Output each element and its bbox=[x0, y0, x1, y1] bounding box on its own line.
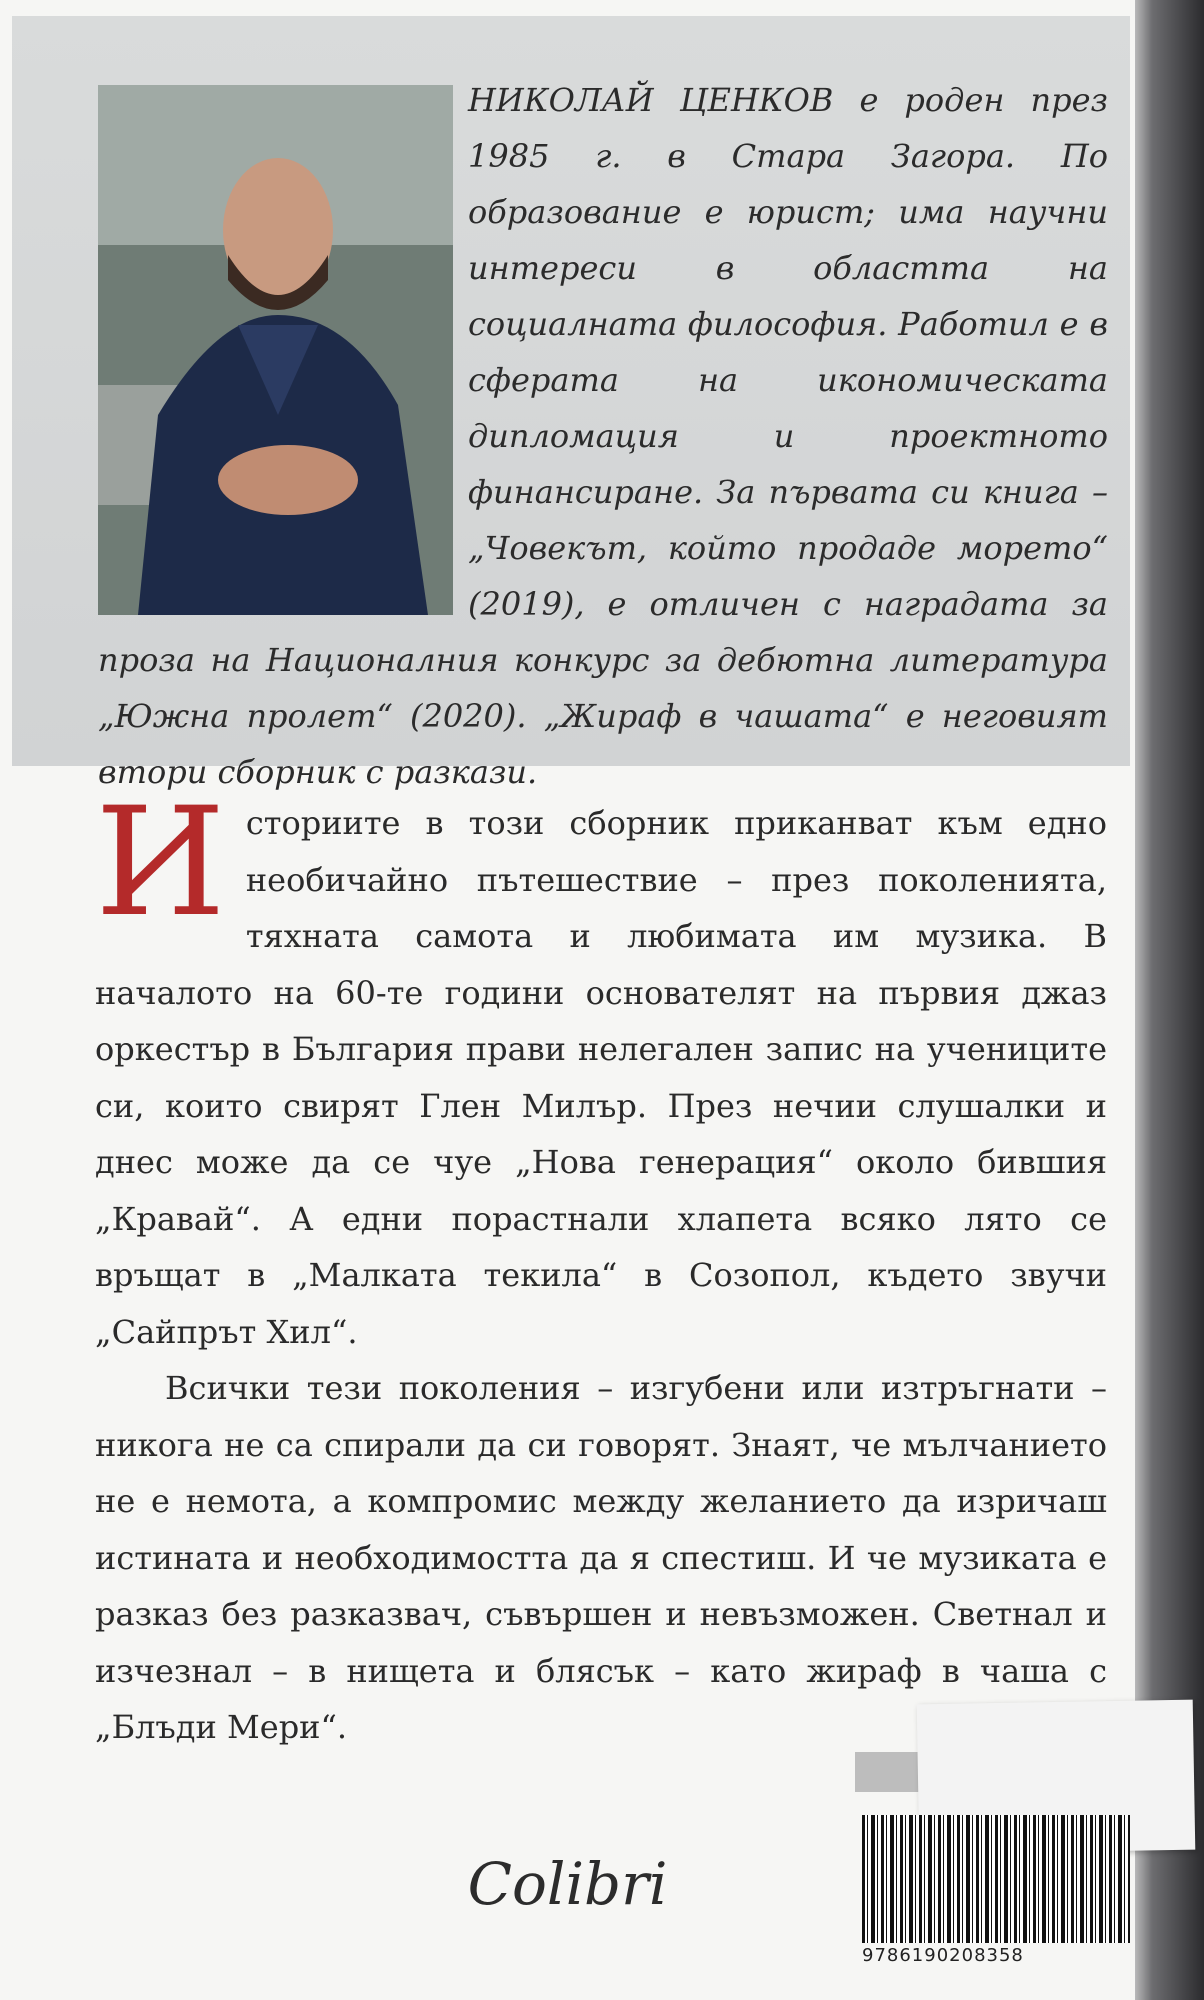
author-name: НИКОЛАЙ ЦЕНКОВ bbox=[468, 81, 834, 119]
barcode-number: 9786190208358 bbox=[862, 1945, 1024, 1966]
description-paragraph-1 bbox=[95, 776, 1107, 1360]
drop-cap: И bbox=[95, 776, 226, 950]
publisher-logo: Colibri bbox=[467, 1850, 668, 1918]
author-bio-body: е роден през 1985 г. в Стара Загора. По образование е юрист; има научни интереси в областта на социалната философия. Работил е в сферата на икономическата дипломация и проектното финансиране. За първата си книга – „Човекът, който продаде морето“ (2019), е отличен с наградата за проза на Националния конкурс за дебютна литература „Южна пролет“ (2020). „Жираф в чашата“ е неговият втори сборник с разкази. bbox=[98, 81, 1108, 791]
photo-spacer bbox=[98, 72, 468, 617]
price-label-remnant bbox=[855, 1752, 920, 1792]
description-paragraph-2: Всички тези поколения – изгубени или изтръгнати – никога не са спирали да си говорят. Знаят, че мълчанието не е немота, а компромис между желанието да изричаш истината и необходимостта да я спестиш. И че музиката е разказ без разказвач, съвършен и невъзможен. Светнал и изчезнал – в нищета и блясък – като жираф в чаша с „Блъди Мери“. bbox=[95, 1369, 1107, 1746]
paragraph-1-text: сториите в този сборник приканват към едно необичайно пътешествие – през поколенията, тяхната самота и любимата им музика. В началото на 60-те години основателят на първия джаз оркестър в България прави нелегален запис на учениците си, които свирят Глен Милър. През нечии слушалки и днес може да се чуе „Нова генерация“ около бившия „Кравай“. А едни порастнали хлапета всяко лято се връщат в „Малката текила“ в Созопол, където звучи „Сайпрът Хил“. bbox=[95, 804, 1107, 1351]
book-description bbox=[95, 776, 1107, 1756]
author-bio-text bbox=[98, 72, 1108, 800]
